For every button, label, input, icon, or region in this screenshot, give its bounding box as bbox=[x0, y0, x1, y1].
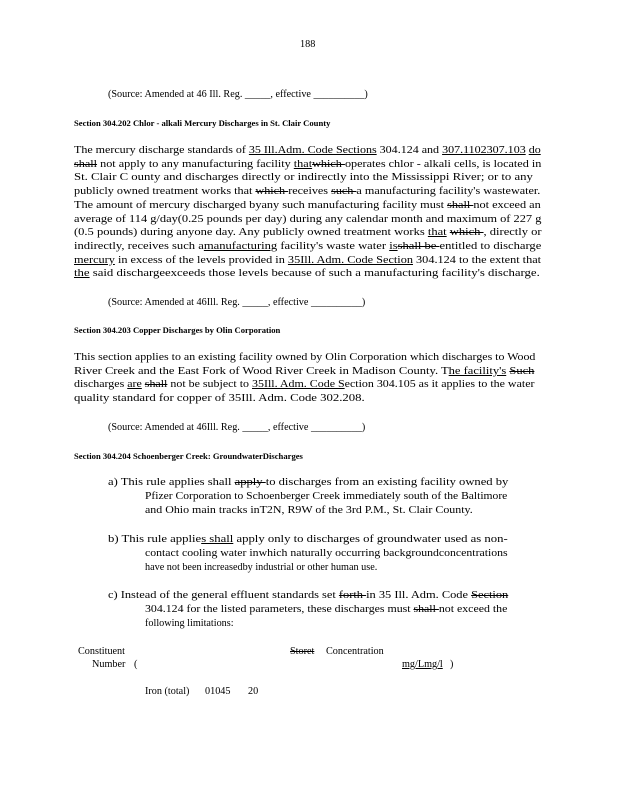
text-run: such bbox=[331, 186, 357, 198]
text-line bbox=[74, 199, 541, 213]
text-run: contact cooling water inwhich naturally occurring backgroundconcentrations bbox=[145, 548, 508, 559]
text-line bbox=[145, 603, 507, 617]
table-row-iron-value: 20 bbox=[248, 686, 259, 697]
text-run: This section applies to an existing facility owned by Olin Corporation which discharges to Wood bbox=[74, 352, 536, 363]
text-run: The mercury discharge standards of bbox=[74, 145, 249, 156]
text-run: entitled to discharge bbox=[439, 240, 542, 252]
text-run: apply only to discharges of groundwater used as non- bbox=[233, 534, 508, 545]
text-run: and Ohio main tracks inT2N, R9W of the 3rd P.M., St. Clair County. bbox=[145, 505, 473, 516]
section-304-204-heading: Section 304.204 Schoenberger Creek: GroundwaterDischarges bbox=[74, 451, 303, 461]
page-number: 188 bbox=[300, 39, 316, 50]
text-run: is bbox=[389, 240, 398, 252]
text-run: facility's waste water bbox=[277, 240, 390, 252]
text-line bbox=[145, 617, 234, 631]
text-line bbox=[74, 267, 540, 281]
text-run: indirectly, receives such a bbox=[74, 240, 204, 252]
text-line bbox=[74, 240, 541, 254]
text-line bbox=[74, 213, 541, 227]
text-run: do bbox=[528, 145, 541, 156]
text-run: , directly or bbox=[483, 227, 542, 239]
text-run: s shall bbox=[201, 534, 234, 545]
text-run: shall bbox=[74, 158, 98, 170]
section-304-202-heading: Section 304.202 Chlor - alkali Mercury Discharges in St. Clair County bbox=[74, 118, 331, 128]
text-run: receives bbox=[288, 186, 332, 198]
text-run: shall bbox=[447, 199, 474, 211]
text-line bbox=[145, 504, 473, 518]
text-run: 304.124 for the listed parameters, these discharges must bbox=[145, 604, 414, 615]
text-run: 304.124 and bbox=[376, 145, 443, 156]
text-run: in excess of the levels provided in bbox=[114, 254, 288, 266]
text-run: St. Clair C ounty and discharges directly or indirectly into the Mississippi River; or to any bbox=[74, 172, 533, 184]
text-run: to discharges from an existing facility owned by bbox=[265, 477, 509, 488]
text-run: said dischargeexceeds those levels because of such a manufacturing facility's discharge. bbox=[89, 268, 540, 280]
text-run: mercury bbox=[74, 254, 115, 266]
text-run: publicly owned treatment works that bbox=[74, 186, 256, 198]
text-run: average of 114 g/day(0.25 pounds per day) during any calendar month and maximum of 227 g bbox=[74, 213, 542, 225]
text-run: 35Ill. Adm. Code Section bbox=[287, 254, 413, 266]
text-run: The amount of mercury discharged byany such manufacturing facility must bbox=[74, 199, 448, 211]
text-run: ection 304.105 as it applies to the water bbox=[344, 379, 535, 391]
text-line bbox=[74, 171, 533, 185]
text-run: shall bbox=[144, 379, 168, 391]
text-run: forth bbox=[338, 590, 367, 601]
text-run: that bbox=[293, 158, 313, 170]
col-concentration-header: Concentration bbox=[326, 646, 384, 657]
col-constituent-header: Constituent bbox=[78, 646, 125, 657]
text-run: discharges bbox=[74, 379, 128, 391]
open-paren: ( bbox=[134, 659, 138, 670]
text-run: in 35 Ill. Adm. Code bbox=[366, 590, 472, 601]
text-run: shall be bbox=[397, 240, 440, 252]
text-run: 307.1102307.103 bbox=[442, 145, 526, 156]
text-run: Section bbox=[471, 590, 509, 601]
text-run: b) This rule applie bbox=[108, 534, 202, 545]
text-run: are bbox=[127, 379, 142, 391]
table-row-iron-name: Iron (total) bbox=[145, 686, 190, 697]
text-line bbox=[74, 365, 534, 379]
text-run: (0.5 pounds) during anyone day. Any publicly owned treatment works bbox=[74, 227, 428, 239]
text-line bbox=[74, 158, 541, 172]
section-304-203-heading: Section 304.203 Copper Discharges by Olin Corporation bbox=[74, 325, 281, 335]
col-number-header: Number bbox=[92, 659, 126, 670]
unit-header: mg/Lmg/l bbox=[402, 659, 443, 670]
text-run: 35Ill. Adm. Code S bbox=[252, 379, 345, 391]
close-paren: ) bbox=[450, 659, 454, 670]
text-run: not exceed an bbox=[473, 199, 541, 211]
text-run: apply bbox=[234, 477, 266, 488]
text-run: 35 Ill.Adm. Code Sections bbox=[248, 145, 377, 156]
text-line bbox=[74, 254, 541, 268]
text-run: the bbox=[74, 268, 90, 280]
col-storet-header: Storet bbox=[290, 646, 315, 657]
text-line bbox=[108, 589, 508, 603]
text-run: have not been increasedby industrial or other human use. bbox=[145, 562, 378, 573]
source-note-2: (Source: Amended at 46Ill. Reg. _____, effective __________) bbox=[108, 297, 366, 308]
text-line bbox=[74, 392, 365, 406]
text-line bbox=[74, 144, 541, 158]
text-run: which bbox=[312, 158, 345, 170]
text-line bbox=[145, 490, 507, 504]
text-line bbox=[145, 547, 508, 561]
text-run: not apply to any manufacturing facility bbox=[97, 158, 294, 170]
text-run: Pfizer Corporation to Schoenberger Creek immediately south of the Baltimore bbox=[145, 491, 508, 502]
text-run: following limitations: bbox=[145, 618, 234, 629]
text-run: which bbox=[255, 186, 289, 198]
text-line bbox=[108, 533, 508, 547]
text-run: not exceed the bbox=[438, 604, 508, 615]
text-run: shall bbox=[413, 604, 439, 615]
text-run: operates chlor - alkali cells, is located in bbox=[344, 158, 542, 170]
text-line bbox=[74, 226, 542, 240]
text-run: River Creek and the East Fork of Wood River Creek in Madison County. T bbox=[74, 365, 449, 377]
text-run: quality standard for copper of 35Ill. Adm. Code 302.208. bbox=[74, 392, 365, 404]
text-line bbox=[74, 378, 534, 392]
text-run: not be subject to bbox=[167, 379, 253, 391]
text-run: a manufacturing facility's wastewater. bbox=[356, 186, 541, 198]
text-line bbox=[108, 476, 508, 490]
text-line bbox=[74, 351, 535, 365]
text-run: Such bbox=[509, 365, 535, 377]
text-line bbox=[145, 561, 377, 575]
text-run: 304.124 to the extent that bbox=[412, 254, 542, 266]
text-run: manufacturing bbox=[203, 240, 278, 252]
text-run: that bbox=[427, 227, 447, 239]
text-run: he facility's bbox=[448, 365, 507, 377]
source-note-3: (Source: Amended at 46Ill. Reg. _____, effective __________) bbox=[108, 422, 366, 433]
table-row-iron-code: 01045 bbox=[205, 686, 231, 697]
text-run: c) Instead of the general effluent standards set bbox=[108, 590, 339, 601]
text-run: a) This rule applies shall bbox=[108, 477, 235, 488]
text-line bbox=[74, 185, 540, 199]
text-run: which bbox=[449, 227, 484, 239]
source-note-1: (Source: Amended at 46 Ill. Reg. _____, effective __________) bbox=[108, 89, 368, 100]
